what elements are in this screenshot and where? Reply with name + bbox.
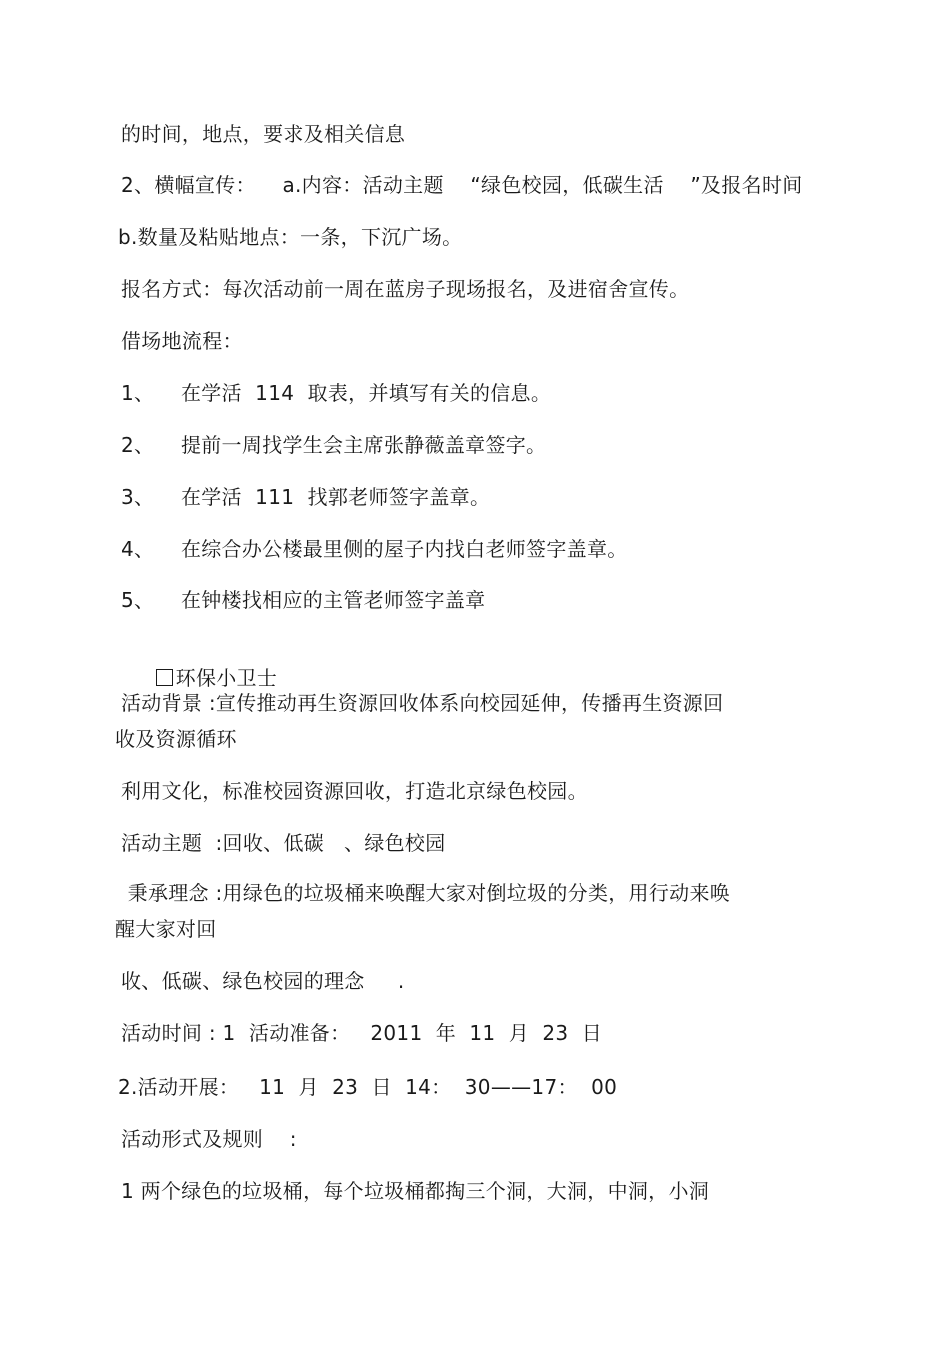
- text-line-rules: 活动形式及规则 :: [121, 1127, 297, 1151]
- text-line-step-5: 5、 在钟楼找相应的主管老师签字盖章: [121, 588, 486, 612]
- text-line-1: 的时间，地点，要求及相关信息: [121, 122, 406, 146]
- text-line-banner: 2、横幅宣传： a.内容：活动主题 “绿色校园，低碳生活 ”及报名时间: [121, 173, 803, 197]
- text-line-concept-end: 收、低碳、绿色校园的理念 .: [121, 969, 405, 993]
- text-line-time: 活动时间 : 1 活动准备： 2011 年 11 月 23 日: [121, 1021, 603, 1045]
- text-line-background: 活动背景 :宣传推动再生资源回收体系向校园延伸，传播再生资源回: [121, 691, 724, 715]
- text-line-step-3: 3、 在学活 111 找郭老师签字盖章。: [121, 485, 491, 509]
- section-heading-label: 环保小卫士: [175, 666, 278, 690]
- text-line-venue-process: 借场地流程：: [121, 329, 243, 353]
- text-line-start: 2.活动开展： 11 月 23 日 14： 30——17： 00: [118, 1075, 618, 1099]
- text-line-step-4: 4、 在综合办公楼最里侧的屋子内找白老师签字盖章。: [121, 537, 628, 561]
- text-line-concept: 秉承理念 :用绿色的垃圾桶来唤醒大家对倒垃圾的分类，用行动来唤: [121, 881, 731, 905]
- text-line-background-cont: 收及资源循环: [115, 727, 237, 751]
- text-line-signup: 报名方式：每次活动前一周在蓝房子现场报名，及进宿舍宣传。: [121, 277, 690, 301]
- text-line-step-2: 2、 提前一周找学生会主席张静薇盖章签字。: [121, 433, 547, 457]
- text-line-culture: 利用文化，标准校园资源回收，打造北京绿色校园。: [121, 779, 588, 803]
- text-line-theme: 活动主题 :回收、低碳 、绿色校园: [121, 831, 446, 855]
- checkbox-square-icon: [156, 669, 173, 686]
- text-line-step-1: 1、 在学活 114 取表，并填写有关的信息。: [121, 381, 552, 405]
- text-line-quantity: b.数量及粘贴地点：一条，下沉广场。: [118, 225, 463, 249]
- text-line-bins: 1 两个绿色的垃圾桶，每个垃圾桶都掏三个洞，大洞，中洞，小洞: [121, 1179, 710, 1203]
- text-line-concept-cont: 醒大家对回: [115, 917, 217, 941]
